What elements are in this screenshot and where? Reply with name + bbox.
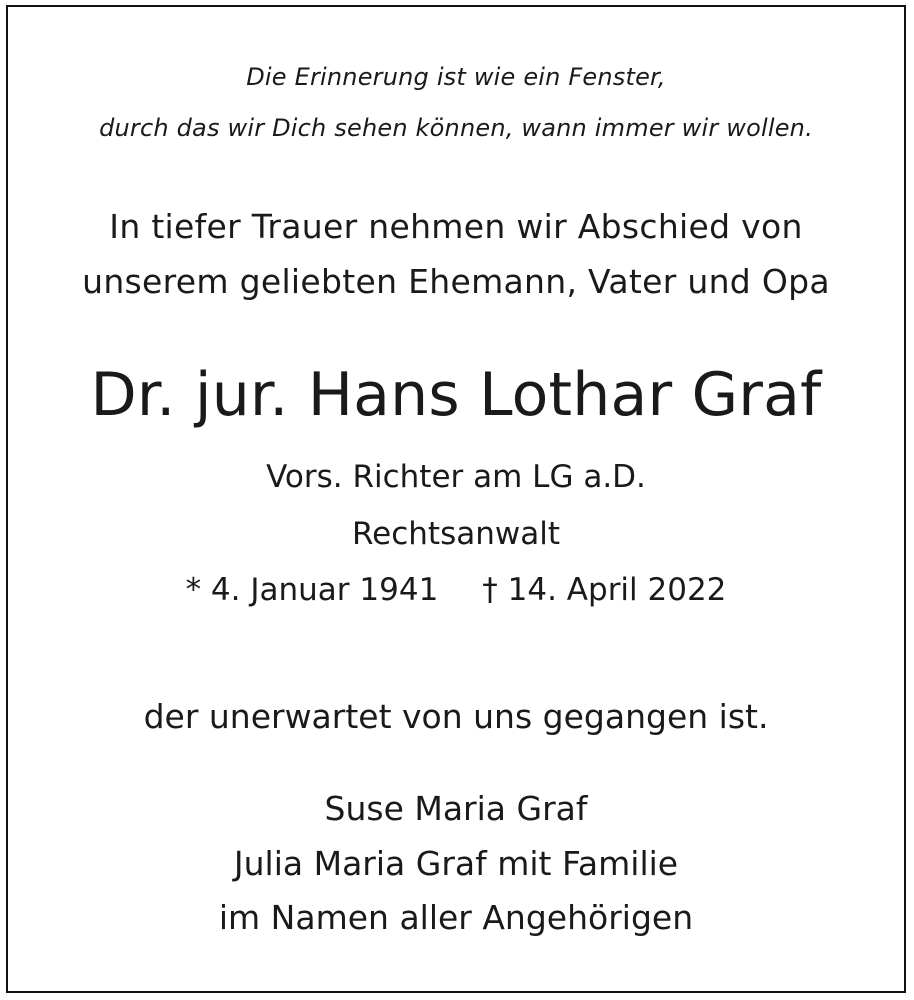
closing-line: der unerwartet von uns gegangen ist. xyxy=(143,697,769,736)
deceased-name: Dr. jur. Hans Lothar Graf xyxy=(90,360,822,430)
obituary-notice xyxy=(6,5,906,993)
death-date: † 14. April 2022 xyxy=(482,572,727,608)
deceased-title-2: Rechtsanwalt xyxy=(352,516,560,552)
quote-line-2: durch das wir Dich sehen können, wann immer wir wollen. xyxy=(99,114,813,142)
signatory-line-2: Julia Maria Graf mit Familie xyxy=(233,844,679,883)
quote-line-1: Die Erinnerung ist wie ein Fenster, xyxy=(246,63,666,91)
deceased-title-1: Vors. Richter am LG a.D. xyxy=(266,459,646,495)
intro-line-2: unserem geliebten Ehemann, Vater und Opa xyxy=(82,262,830,301)
birth-date: * 4. Januar 1941 xyxy=(185,572,439,608)
signatory-line-1: Suse Maria Graf xyxy=(324,789,588,828)
life-dates xyxy=(8,572,904,608)
intro-line-1: In tiefer Trauer nehmen wir Abschied von xyxy=(109,207,803,246)
signatory-line-3: im Namen aller Angehörigen xyxy=(218,898,694,937)
